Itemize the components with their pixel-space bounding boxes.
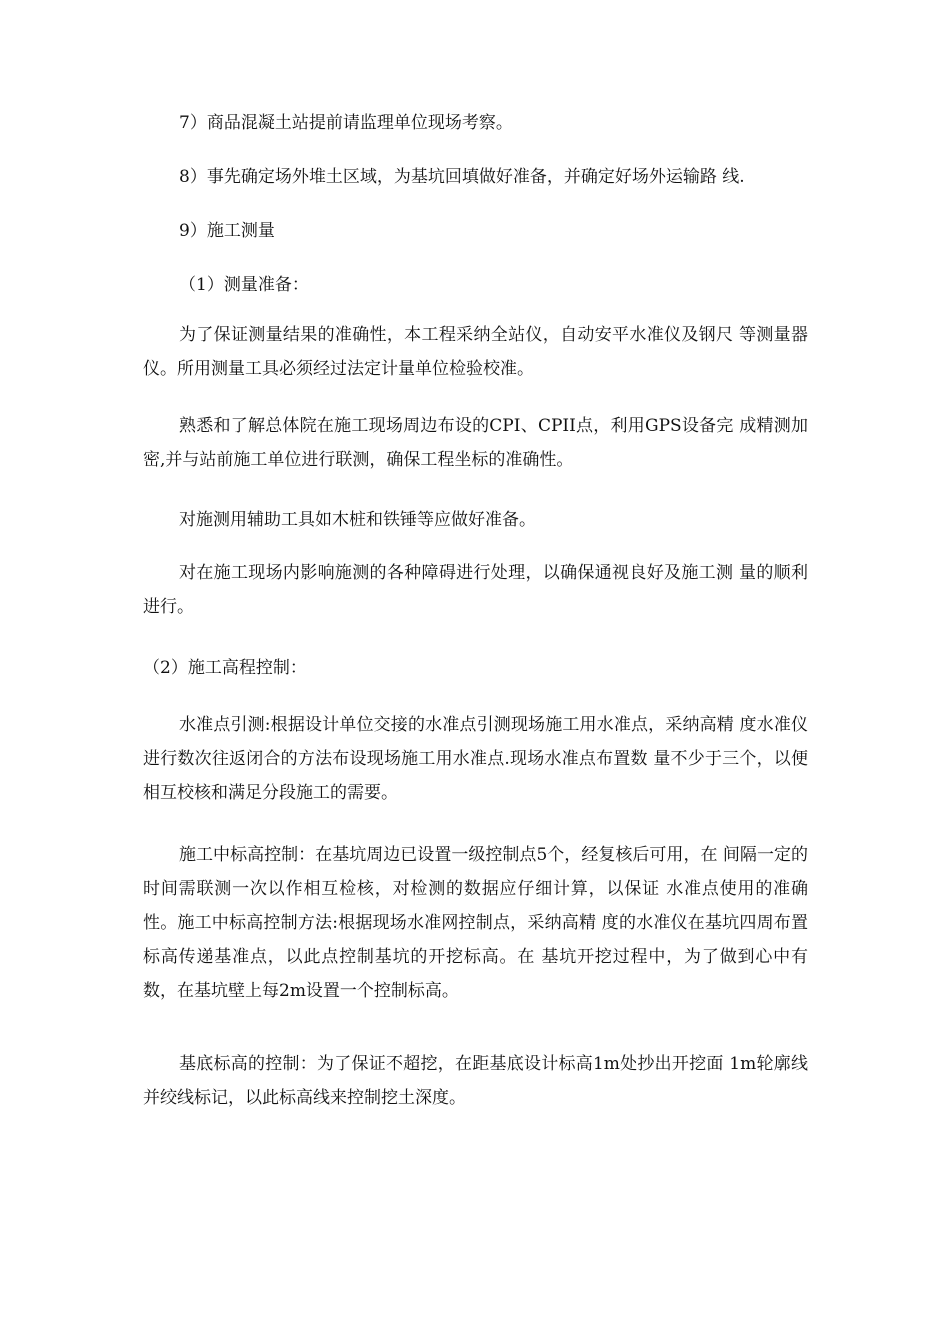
- paragraph-measurement-accuracy: 为了保证测量结果的准确性，本工程采纳全站仪，自动安平水准仪及钢尺 等测量器仪。所用测量工具必须经过法定计量单位检验校准。: [143, 325, 808, 379]
- subheading-measurement-prep: （1）测量准备：: [179, 275, 309, 295]
- paragraph-elevation-in-construction: 施工中标高控制：在基坑周边已设置一级控制点5个，经复核后可用，在 间隔一定的时间需联测一次以作相互检核，对检测的数据应仔细计算，以保证 水准点使用的准确性。施工中标高控制方法:根据现场水准网控制点，采纳高精 度的水准仪在基坑四周布置标高传递基准点，以此点控制基坑的开挖标高。在 基坑开挖过程中，为了做到心中有数，在基坑壁上每2m设置一个控制标高。: [143, 845, 808, 1001]
- paragraph-cpi-points: 熟悉和了解总体院在施工现场周边布设的CPI、CPII点，利用GPS设备完 成精测加密,并与站前施工单位进行联测，确保工程坐标的准确性。: [143, 416, 808, 470]
- paragraph-obstacle-handling: 对在施工现场内影响施测的各种障碍进行处理，以确保通视良好及施工测 量的顺利进行。: [143, 563, 808, 617]
- paragraph-item-9-heading: 9）施工测量: [179, 221, 275, 241]
- paragraph-base-elevation: 基底标高的控制：为了保证不超挖，在距基底设计标高1m处抄出开挖面 1m轮廓线并绞线标记，以此标高线来控制挖土深度。: [143, 1054, 808, 1108]
- paragraph-auxiliary-tools: 对施测用辅助工具如木桩和铁锤等应做好准备。: [179, 510, 536, 530]
- paragraph-benchmark-survey: 水准点引测:根据设计单位交接的水准点引测现场施工用水准点，采纳高精 度水准仪进行数次往返闭合的方法布设现场施工用水准点.现场水准点布置数 量不少于三个，以便相互校核和满足分段施工的需要。: [143, 715, 808, 803]
- subheading-elevation-control: （2）施工高程控制：: [143, 658, 307, 678]
- paragraph-item-8: 8）事先确定场外堆土区域，为基坑回填做好准备，并确定好场外运输路 线.: [179, 167, 745, 187]
- paragraph-item-7: 7）商品混凝土站提前请监理单位现场考察。: [179, 113, 513, 133]
